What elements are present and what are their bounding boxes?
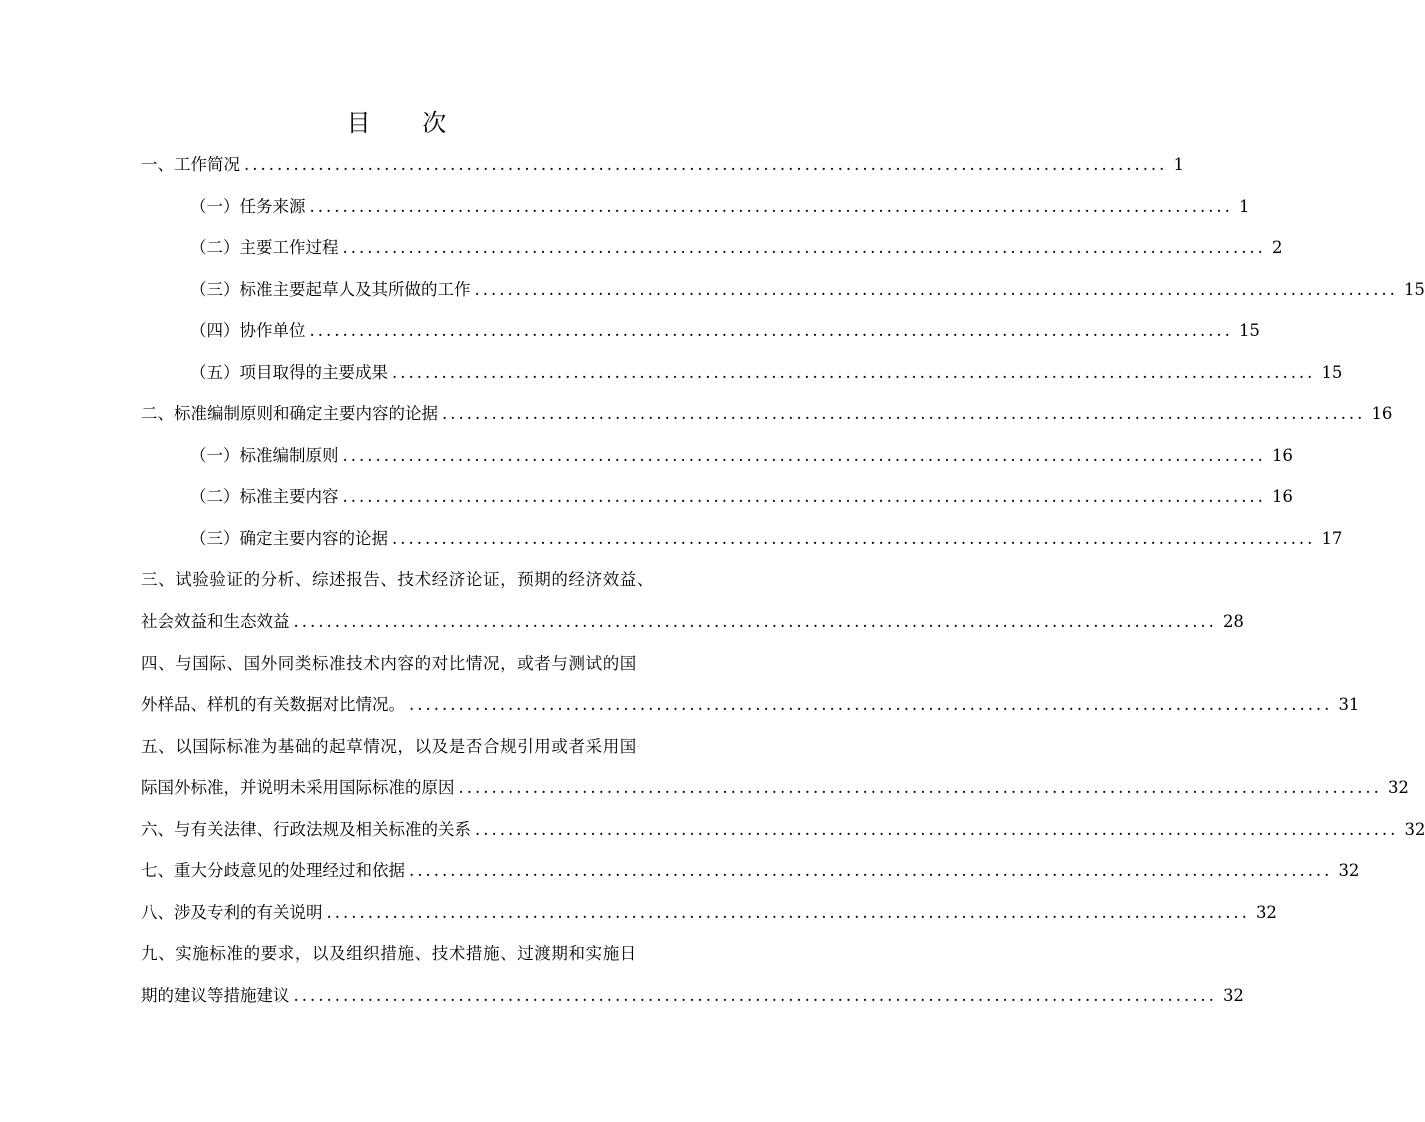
- toc-entry-line1[interactable]: 九、实施标准的要求，以及组织措施、技术措施、过渡期和实施日: [141, 944, 637, 963]
- toc-leader: ................................................................................................................: [342, 446, 1266, 465]
- toc-leader: ................................................................................................................: [293, 612, 1217, 631]
- toc-entry-text: （一）任务来源: [190, 197, 306, 216]
- toc-entry-line1[interactable]: 五、以国际标准为基础的起草情况，以及是否合规引用或者采用国: [141, 737, 637, 756]
- toc-page-number: 32: [1222, 986, 1244, 1005]
- toc-leader: ................................................................................................................: [475, 820, 1399, 839]
- toc-page-number: 2: [1271, 238, 1283, 257]
- toc-entry-text: 外样品、样机的有关数据对比情况。: [141, 695, 405, 714]
- toc-entry[interactable]: [190, 441, 1293, 471]
- toc-entry[interactable]: [190, 233, 1283, 263]
- toc-entry-text: 二、标准编制原则和确定主要内容的论据: [141, 404, 438, 423]
- toc-leader: ................................................................................................................: [458, 778, 1382, 797]
- toc-entry[interactable]: [141, 773, 1409, 803]
- toc-leader: ................................................................................................................: [309, 197, 1233, 216]
- toc-entry[interactable]: [190, 275, 1425, 305]
- toc-leader: ................................................................................................................: [326, 903, 1250, 922]
- toc-leader: ................................................................................................................: [392, 363, 1316, 382]
- toc-page-number: 32: [1387, 778, 1409, 797]
- toc-page-number: 1: [1238, 197, 1250, 216]
- toc-entry-text: 一、工作简况: [141, 155, 240, 174]
- toc-page-number: 32: [1255, 903, 1277, 922]
- toc-leader: ................................................................................................................: [409, 695, 1333, 714]
- toc-entry[interactable]: [190, 358, 1343, 388]
- toc-entry[interactable]: [190, 316, 1260, 346]
- toc-leader: ................................................................................................................: [293, 986, 1217, 1005]
- toc-entry-text: 六、与有关法律、行政法规及相关标准的关系: [141, 820, 471, 839]
- toc-entry[interactable]: [141, 815, 1425, 845]
- toc-entry-text: （一）标准编制原则: [190, 446, 339, 465]
- page-title: 目 次: [346, 109, 469, 137]
- toc-entry-text: 期的建议等措施建议: [141, 986, 290, 1005]
- toc-entry-text: （二）主要工作过程: [190, 238, 339, 257]
- toc-entry[interactable]: [190, 192, 1250, 222]
- toc-leader: ................................................................................................................: [409, 861, 1333, 880]
- toc-entry-text: 社会效益和生态效益: [141, 612, 290, 631]
- toc-page-number: 31: [1338, 695, 1360, 714]
- toc-leader: ................................................................................................................: [342, 238, 1266, 257]
- toc-leader: ................................................................................................................: [244, 155, 1168, 174]
- toc-page-number: 15: [1403, 280, 1425, 299]
- toc-entry-line1[interactable]: 四、与国际、国外同类标准技术内容的对比情况，或者与测试的国: [141, 654, 637, 673]
- toc-page-number: 17: [1321, 529, 1343, 548]
- toc-entry-text: （四）协作单位: [190, 321, 306, 340]
- toc-entry[interactable]: [141, 856, 1360, 886]
- toc-entry[interactable]: [190, 482, 1293, 512]
- toc-page-number: 16: [1371, 404, 1393, 423]
- toc-entry-line1[interactable]: 三、试验验证的分析、综述报告、技术经济论证，预期的经济效益、: [141, 570, 654, 589]
- toc-leader: ................................................................................................................: [392, 529, 1316, 548]
- toc-page-number: 32: [1404, 820, 1425, 839]
- toc-leader: ................................................................................................................: [309, 321, 1233, 340]
- toc-entry[interactable]: [141, 898, 1277, 928]
- toc-entry[interactable]: [141, 690, 1360, 720]
- toc-page-number: 16: [1271, 487, 1293, 506]
- toc-entry[interactable]: [141, 399, 1393, 429]
- toc-page-number: 1: [1173, 155, 1184, 174]
- toc-leader: ................................................................................................................: [474, 280, 1398, 299]
- toc-entry-text: 八、涉及专利的有关说明: [141, 903, 323, 922]
- toc-entry[interactable]: [141, 607, 1244, 637]
- toc-page-number: 28: [1222, 612, 1244, 631]
- toc-leader: ................................................................................................................: [442, 404, 1366, 423]
- toc-entry-text: （三）标准主要起草人及其所做的工作: [190, 280, 471, 299]
- toc-entry-text: 际国外标准，并说明未采用国际标准的原因: [141, 778, 455, 797]
- toc-entry[interactable]: [190, 524, 1343, 554]
- toc-entry[interactable]: [141, 981, 1244, 1011]
- toc-leader: ................................................................................................................: [342, 487, 1266, 506]
- toc-entry-text: 七、重大分歧意见的处理经过和依据: [141, 861, 405, 880]
- toc-entry-text: （三）确定主要内容的论据: [190, 529, 388, 548]
- toc-page-number: 15: [1238, 321, 1260, 340]
- toc-entry[interactable]: [141, 150, 1184, 180]
- toc-entry-text: （五）项目取得的主要成果: [190, 363, 388, 382]
- toc-entry-text: （二）标准主要内容: [190, 487, 339, 506]
- toc-page-number: 15: [1321, 363, 1343, 382]
- toc-page-number: 32: [1338, 861, 1360, 880]
- toc-page-number: 16: [1271, 446, 1293, 465]
